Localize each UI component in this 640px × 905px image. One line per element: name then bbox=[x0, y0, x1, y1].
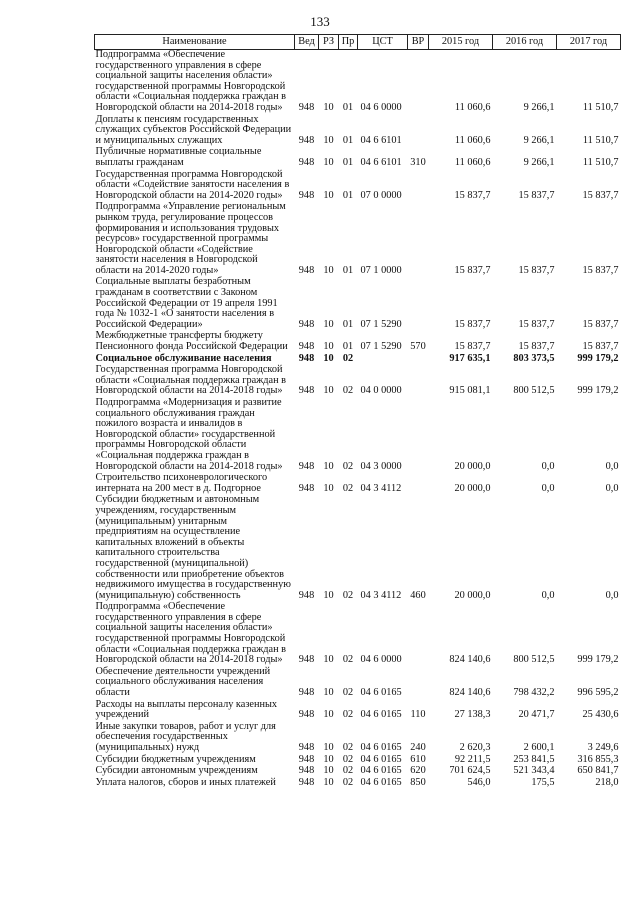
cell-2015: 11 060,6 bbox=[454, 134, 491, 146]
cell-vr bbox=[408, 115, 429, 148]
cell-rz: 10 bbox=[323, 460, 334, 472]
header-2015: 2015 год bbox=[429, 35, 493, 50]
cell-rz: 10 bbox=[323, 385, 334, 397]
cell-vr: 620 bbox=[410, 765, 426, 777]
cell-ved: 948 bbox=[298, 765, 315, 777]
cell-2015: 2 620,3 bbox=[459, 742, 491, 753]
cell-2017: 3 249,6 bbox=[587, 742, 619, 753]
cell-cst: 04 6 0165 bbox=[360, 765, 402, 777]
cell-ved: 948 bbox=[298, 776, 315, 788]
cell-ved: 948 bbox=[298, 189, 315, 201]
table-row bbox=[95, 170, 621, 203]
cell-ved: 948 bbox=[298, 318, 315, 330]
table-row bbox=[95, 495, 621, 602]
cell-ved: 948 bbox=[298, 709, 315, 721]
cell-rz: 10 bbox=[323, 765, 334, 777]
cell-pr: 02 bbox=[342, 765, 354, 777]
table-row bbox=[95, 667, 621, 700]
cell-2017: 15 837,7 bbox=[582, 318, 619, 330]
cell-2016: 9 266,1 bbox=[523, 134, 555, 146]
cell-2015: 11 060,6 bbox=[454, 101, 491, 113]
cell-rz: 10 bbox=[323, 318, 334, 330]
table-row bbox=[95, 277, 621, 331]
cell-ved: 948 bbox=[298, 264, 315, 276]
cell-rz: 10 bbox=[323, 776, 334, 788]
cell-vr bbox=[408, 170, 429, 203]
header-cst: ЦСТ bbox=[358, 35, 408, 50]
cell-2016: 2 600,1 bbox=[523, 742, 555, 753]
cell-name: Социальные выплаты безработным гражданам в соответствии с Законом Российской Федерации от 19 апреля 1991 года № 1032-1 «О занятости населения в Российской Федерации» bbox=[95, 276, 278, 330]
cell-name: Социальное обслуживание населения bbox=[95, 352, 272, 364]
budget-table bbox=[94, 34, 621, 789]
cell-vr bbox=[408, 667, 429, 700]
cell-rz: 10 bbox=[323, 709, 334, 721]
cell-vr: 570 bbox=[410, 341, 426, 353]
cell-pr: 02 bbox=[342, 742, 354, 753]
cell-cst: 04 6 0165 bbox=[360, 753, 402, 765]
cell-2016: 798 432,2 bbox=[513, 687, 555, 699]
cell-pr: 02 bbox=[342, 776, 354, 788]
table-row bbox=[95, 202, 621, 277]
cell-2016: 175,5 bbox=[531, 776, 555, 788]
cell-ved: 948 bbox=[298, 482, 315, 494]
cell-rz: 10 bbox=[323, 156, 334, 168]
cell-pr: 02 bbox=[342, 460, 354, 472]
header-2016: 2016 год bbox=[493, 35, 557, 50]
cell-2016: 15 837,7 bbox=[518, 341, 555, 353]
cell-cst: 04 3 0000 bbox=[360, 460, 402, 472]
page-number: 133 bbox=[310, 14, 330, 29]
cell-cst: 04 6 0000 bbox=[360, 101, 402, 113]
cell-name: Подпрограмма «Управление региональным рынком труда, регулирование процессов формирования и использования трудовых ресурсов» государственной программы Новгородской области «Содействие занятости населения в Новгородской области на 2014-2020 годы» bbox=[95, 201, 286, 276]
cell-2016: 253 841,5 bbox=[513, 753, 555, 765]
cell-name: Субсидии бюджетным учреждениям bbox=[95, 753, 256, 765]
cell-2016: 0,0 bbox=[541, 589, 555, 601]
cell-name: Подпрограмма «Модернизация и развитие социального обслуживания граждан пожилого возраста и инвалидов в Новгородской области» государственной программы Новгородской области «Социальная поддержка граждан в Новгородской области на 2014-2018 годы» bbox=[95, 397, 283, 472]
cell-name: Межбюджетные трансферты бюджету Пенсионного фонда Российской Федерации bbox=[95, 330, 288, 353]
cell-name: Обеспечение деятельности учреждений социального обслуживания населения области bbox=[95, 665, 271, 699]
cell-2017: 316 855,3 bbox=[577, 753, 619, 765]
cell-cst: 04 6 0165 bbox=[360, 742, 402, 753]
cell-vr: 850 bbox=[410, 776, 426, 788]
cell-2017: 25 430,6 bbox=[582, 709, 619, 721]
cell-vr bbox=[408, 202, 429, 277]
cell-rz: 10 bbox=[323, 264, 334, 276]
cell-pr: 02 bbox=[342, 589, 354, 601]
cell-name: Субсидии автономным учреждениям bbox=[95, 765, 258, 777]
header-name: Наименование bbox=[95, 35, 295, 50]
cell-vr bbox=[408, 50, 429, 115]
cell-rz: 10 bbox=[323, 742, 334, 753]
cell-vr bbox=[408, 398, 429, 473]
cell-rz: 10 bbox=[323, 189, 334, 201]
cell-2015: 20 000,0 bbox=[454, 482, 491, 494]
cell-pr: 02 bbox=[342, 385, 354, 397]
table-row bbox=[95, 331, 621, 353]
cell-2015: 15 837,7 bbox=[454, 264, 491, 276]
cell-pr: 01 bbox=[342, 318, 354, 330]
cell-ved: 948 bbox=[298, 134, 315, 146]
cell-vr: 610 bbox=[410, 753, 426, 765]
cell-rz: 10 bbox=[323, 482, 334, 494]
cell-name: Государственная программа Новгородской области «Социальная поддержка граждан в Новгородской области на 2014-2018 годы» bbox=[95, 364, 287, 397]
cell-2016: 15 837,7 bbox=[518, 189, 555, 201]
cell-2015: 701 624,5 bbox=[449, 765, 491, 777]
cell-cst: 04 0 0000 bbox=[360, 385, 402, 397]
cell-pr: 02 bbox=[342, 753, 354, 765]
cell-2016: 9 266,1 bbox=[523, 101, 555, 113]
cell-pr: 01 bbox=[342, 134, 354, 146]
table-row bbox=[95, 602, 621, 667]
cell-ved: 948 bbox=[298, 589, 315, 601]
table-row bbox=[95, 398, 621, 473]
cell-cst: 07 1 5290 bbox=[360, 341, 402, 353]
cell-vr: 460 bbox=[410, 589, 426, 601]
cell-cst: 07 1 5290 bbox=[360, 318, 402, 330]
cell-2017: 0,0 bbox=[605, 482, 619, 494]
cell-2017: 15 837,7 bbox=[582, 189, 619, 201]
cell-2017: 218,0 bbox=[595, 776, 619, 788]
cell-2017: 650 841,7 bbox=[577, 765, 619, 777]
table-row bbox=[95, 365, 621, 398]
cell-cst: 04 6 0165 bbox=[360, 776, 402, 788]
cell-ved: 948 bbox=[298, 156, 315, 168]
header-ved: Вед bbox=[295, 35, 319, 50]
cell-cst: 04 6 6101 bbox=[360, 134, 402, 146]
cell-pr: 01 bbox=[342, 156, 354, 168]
cell-2016: 15 837,7 bbox=[518, 318, 555, 330]
cell-2015: 15 837,7 bbox=[454, 341, 491, 353]
table-row bbox=[95, 700, 621, 722]
cell-name: Субсидии бюджетным и автономным учреждениям, государственным (муниципальным) унитарным предприятиям на осуществление капитальных вложений в объекты капитального строительства государственной (муниципальной) собственности или приобретение объектов недвижимого имущества в государственную (муниципальную) собственность bbox=[95, 494, 291, 601]
cell-2016: 9 266,1 bbox=[523, 156, 555, 168]
cell-ved: 948 bbox=[298, 687, 315, 699]
cell-2016: 20 471,7 bbox=[518, 709, 555, 721]
cell-cst: 04 3 4112 bbox=[360, 482, 402, 494]
cell-2015: 92 211,5 bbox=[454, 753, 491, 765]
cell-ved: 948 bbox=[298, 753, 315, 765]
cell-cst: 04 6 0165 bbox=[360, 687, 402, 699]
cell-ved: 948 bbox=[298, 742, 315, 753]
cell-pr: 02 bbox=[342, 352, 354, 364]
cell-2015: 15 837,7 bbox=[454, 318, 491, 330]
cell-rz: 10 bbox=[323, 352, 334, 364]
cell-cst bbox=[358, 354, 408, 366]
cell-ved: 948 bbox=[298, 101, 315, 113]
cell-2015: 27 138,3 bbox=[454, 709, 491, 721]
cell-pr: 01 bbox=[342, 264, 354, 276]
cell-ved: 948 bbox=[298, 385, 315, 397]
table-row bbox=[95, 50, 621, 115]
cell-2016: 0,0 bbox=[541, 460, 555, 472]
cell-cst: 04 6 0165 bbox=[360, 709, 402, 721]
cell-2017: 999 179,2 bbox=[577, 385, 619, 397]
cell-rz: 10 bbox=[323, 654, 334, 666]
cell-2015: 11 060,6 bbox=[454, 156, 491, 168]
cell-name: Государственная программа Новгородской области «Содействие занятости населения в Новгородской области на 2014-2020 годы» bbox=[95, 168, 290, 201]
cell-vr bbox=[408, 602, 429, 667]
cell-name: Строительство психоневрологического интерната на 200 мест в д. Подгорное bbox=[95, 472, 268, 494]
cell-vr bbox=[408, 473, 429, 495]
cell-2017: 999 179,2 bbox=[577, 654, 619, 666]
cell-2017: 15 837,7 bbox=[582, 341, 619, 353]
table-row bbox=[95, 473, 621, 495]
cell-vr bbox=[408, 277, 429, 331]
cell-2016: 800 512,5 bbox=[513, 654, 555, 666]
table-header bbox=[95, 35, 621, 50]
cell-vr bbox=[408, 354, 429, 366]
cell-cst: 07 1 0000 bbox=[360, 264, 402, 276]
cell-pr: 02 bbox=[342, 709, 354, 721]
cell-2017: 0,0 bbox=[605, 589, 619, 601]
cell-2015: 824 140,6 bbox=[449, 654, 491, 666]
cell-rz: 10 bbox=[323, 134, 334, 146]
cell-name: Уплата налогов, сборов и иных платежей bbox=[95, 776, 276, 788]
cell-2015: 915 081,1 bbox=[449, 385, 491, 397]
cell-pr: 02 bbox=[342, 687, 354, 699]
cell-vr: 240 bbox=[410, 742, 426, 753]
cell-name: Подпрограмма «Обеспечение государственного управления в сфере социальной защиты населения области» государственной программы Новгородской области «Социальная поддержка граждан в Новгородской области на 2014-2018 годы» bbox=[95, 601, 287, 666]
table-row bbox=[95, 722, 621, 755]
cell-pr: 02 bbox=[342, 482, 354, 494]
cell-2015: 546,0 bbox=[467, 776, 491, 788]
cell-2015: 15 837,7 bbox=[454, 189, 491, 201]
cell-rz: 10 bbox=[323, 589, 334, 601]
header-rz: РЗ bbox=[319, 35, 339, 50]
cell-name: Иные закупки товаров, работ и услуг для обеспечения государственных (муниципальных) нужд bbox=[95, 720, 276, 753]
cell-name: Публичные нормативные социальные выплаты гражданам bbox=[95, 146, 262, 168]
table-body bbox=[95, 50, 621, 790]
cell-cst: 04 6 6101 bbox=[360, 156, 402, 168]
cell-vr: 110 bbox=[410, 709, 426, 721]
cell-name: Доплаты к пенсиям государственных служащих субъектов Российской Федерации и муниципальных служащих bbox=[95, 113, 292, 146]
cell-2017: 0,0 bbox=[605, 460, 619, 472]
cell-name: Подпрограмма «Обеспечение государственного управления в сфере социальной защиты населения области» государственной программы Новгородской области «Социальная поддержка граждан в Новгородской области на 2014-2018 годы» bbox=[95, 49, 287, 113]
cell-2015: 20 000,0 bbox=[454, 460, 491, 472]
cell-pr: 02 bbox=[342, 654, 354, 666]
table-row bbox=[95, 115, 621, 148]
header-row bbox=[95, 35, 621, 50]
cell-ved: 948 bbox=[298, 352, 315, 364]
header-pr: Пр bbox=[339, 35, 358, 50]
cell-2017: 11 510,7 bbox=[582, 156, 619, 168]
cell-2017: 996 595,2 bbox=[577, 687, 619, 699]
cell-2016: 800 512,5 bbox=[513, 385, 555, 397]
cell-cst: 04 6 0000 bbox=[360, 654, 402, 666]
cell-vr: 310 bbox=[410, 156, 426, 168]
cell-name: Расходы на выплаты персоналу казенных учреждений bbox=[95, 698, 278, 721]
cell-2016: 15 837,7 bbox=[518, 264, 555, 276]
cell-2017: 999 179,2 bbox=[577, 352, 619, 364]
header-vr: ВР bbox=[408, 35, 429, 50]
header-2017: 2017 год bbox=[557, 35, 621, 50]
cell-ved: 948 bbox=[298, 654, 315, 666]
cell-2015: 917 635,1 bbox=[449, 352, 491, 364]
cell-2015: 20 000,0 bbox=[454, 589, 491, 601]
cell-rz: 10 bbox=[323, 687, 334, 699]
table-row bbox=[95, 147, 621, 169]
cell-2017: 15 837,7 bbox=[582, 264, 619, 276]
cell-pr: 01 bbox=[342, 189, 354, 201]
cell-rz: 10 bbox=[323, 753, 334, 765]
cell-pr: 01 bbox=[342, 101, 354, 113]
cell-pr: 01 bbox=[342, 341, 354, 353]
cell-2017: 11 510,7 bbox=[582, 134, 619, 146]
cell-2016: 0,0 bbox=[541, 482, 555, 494]
cell-2016: 521 343,4 bbox=[513, 765, 555, 777]
cell-cst: 07 0 0000 bbox=[360, 189, 402, 201]
cell-rz: 10 bbox=[323, 101, 334, 113]
cell-2015: 824 140,6 bbox=[449, 687, 491, 699]
cell-cst: 04 3 4112 bbox=[360, 589, 402, 601]
cell-rz: 10 bbox=[323, 341, 334, 353]
cell-ved: 948 bbox=[298, 341, 315, 353]
cell-ved: 948 bbox=[298, 460, 315, 472]
cell-2016: 803 373,5 bbox=[513, 352, 555, 364]
table-row bbox=[95, 778, 621, 790]
cell-2017: 11 510,7 bbox=[582, 101, 619, 113]
cell-vr bbox=[408, 365, 429, 398]
